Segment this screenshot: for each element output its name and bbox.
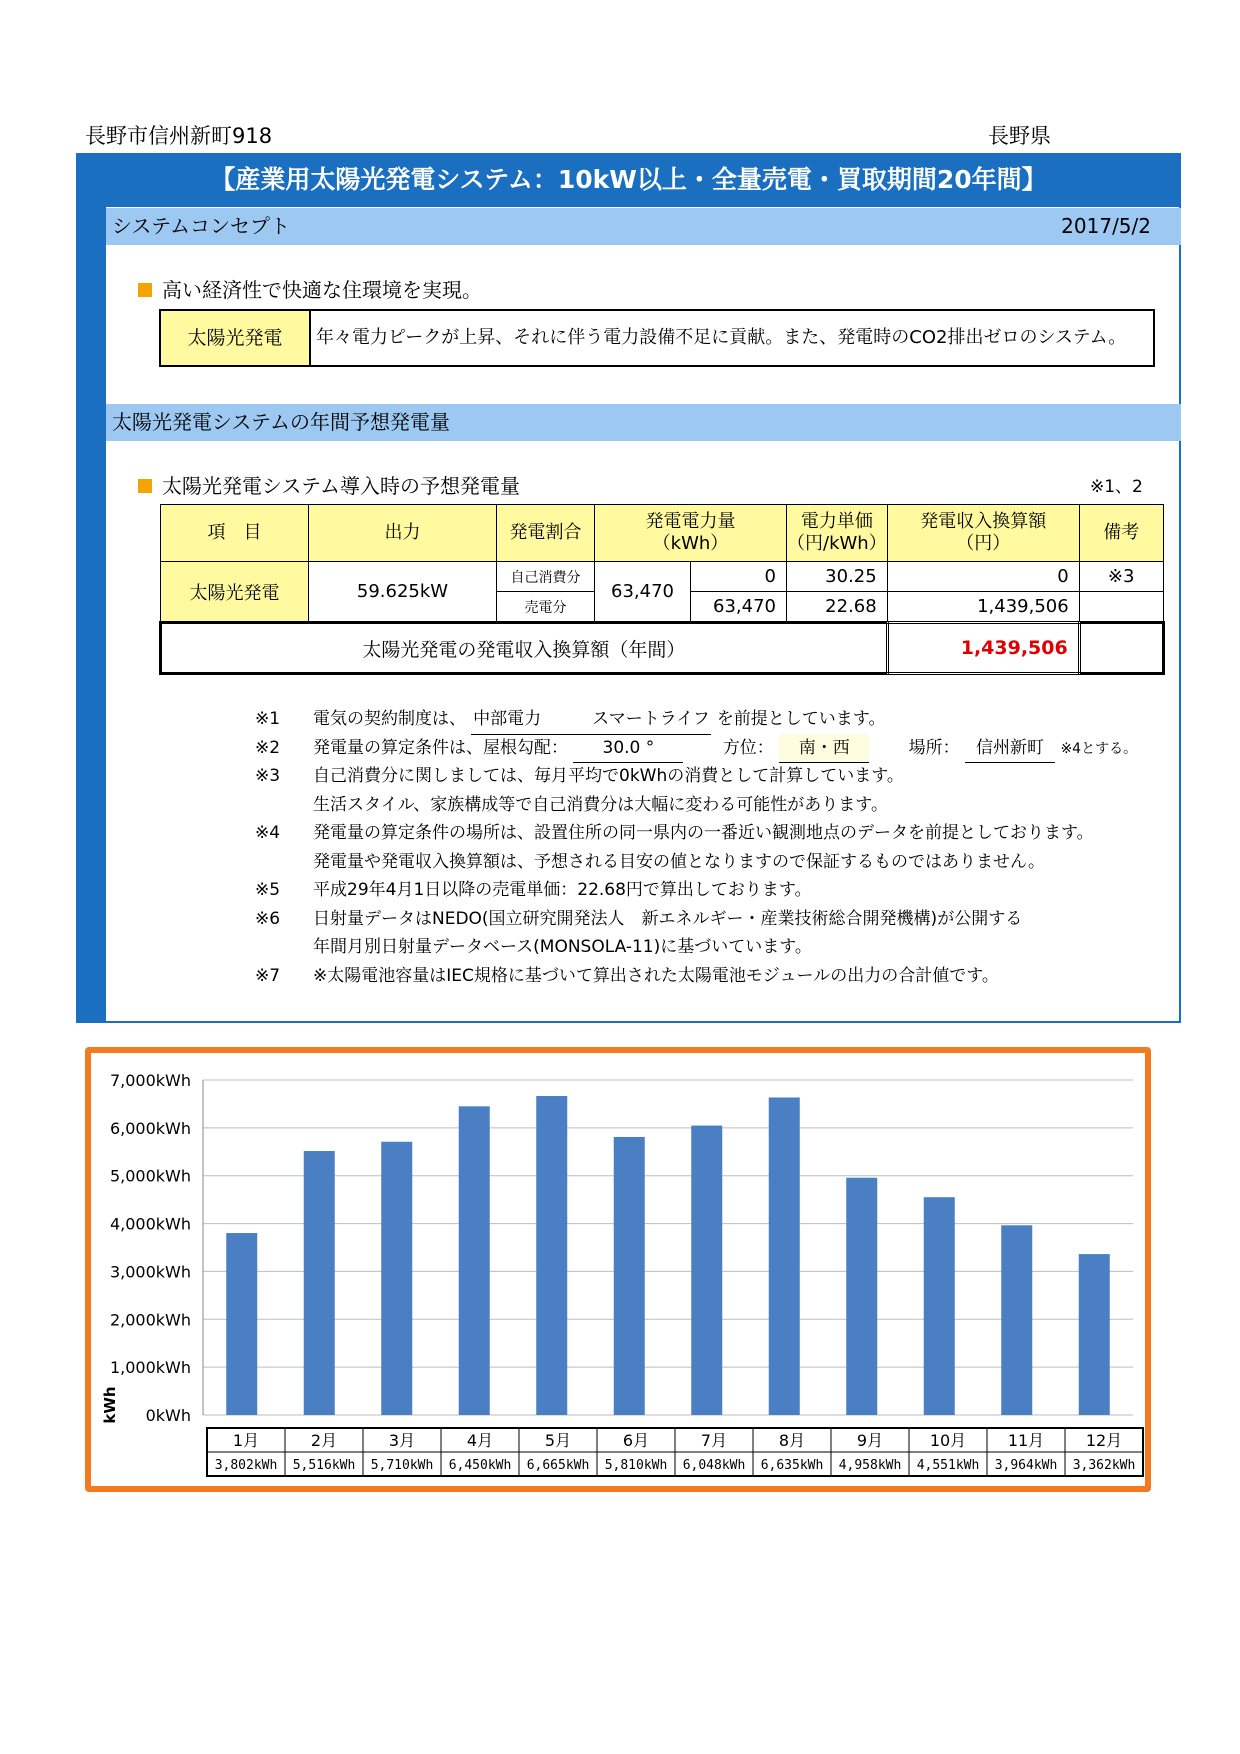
total-remark	[1079, 623, 1163, 674]
self-price: 30.25	[787, 562, 888, 592]
data-label: 6,450kWh	[448, 1458, 512, 1473]
bar	[614, 1137, 645, 1415]
note-text	[313, 705, 885, 735]
data-label: 4,551kWh	[916, 1458, 980, 1473]
bar	[769, 1097, 800, 1415]
note-7-line1: ※太陽電池容量はIEC規格に基づいて算出された太陽電池モジュールの出力の合計値です。	[313, 965, 999, 986]
data-label: 6,635kWh	[760, 1458, 824, 1473]
bar	[846, 1178, 877, 1415]
y-tick-label: 5,000kWh	[109, 1166, 191, 1186]
x-tick-label: 7月	[700, 1431, 728, 1450]
x-tick-label: 8月	[778, 1431, 806, 1450]
x-tick-label: 12月	[1085, 1431, 1123, 1450]
bar	[691, 1126, 722, 1415]
bar	[304, 1151, 335, 1415]
th-income-unit: （円）	[956, 533, 1011, 554]
note-1-company: 中部電力	[473, 709, 542, 729]
note-4-line2: 発電量や発電収入換算額は、予想される目安の値となりますので保証するものではありません。	[313, 851, 1046, 872]
note-mark: ※2	[255, 737, 281, 758]
estimate-note-ref: ※1、2	[1090, 477, 1143, 497]
estimate-bullet-text: 太陽光発電システム導入時の予想発電量	[162, 474, 520, 498]
bar	[1079, 1254, 1110, 1415]
bar	[536, 1096, 567, 1415]
th-output: 出力	[309, 505, 497, 562]
bullet-square-icon	[138, 283, 152, 297]
section-estimate-title: 太陽光発電システムの年間予想発電量	[112, 410, 450, 434]
note-6-line1: 日射量データはNEDO(国立研究開発法人 新エネルギー・産業技術総合開発機構)が公開する	[313, 908, 1023, 929]
sell-income: 1,439,506	[887, 592, 1079, 623]
note-4-line1: 発電量の算定条件の場所は、設置住所の同一県内の一番近い観測地点のデータを前提としております。	[313, 823, 1094, 843]
page-title: 【産業用太陽光発電システム：10kW以上・全量売電・買取期間20年間】	[76, 153, 1181, 207]
th-amount-unit: （kWh）	[652, 533, 729, 554]
x-tick-label: 1月	[232, 1431, 260, 1450]
data-label: 3,362kWh	[1072, 1458, 1136, 1473]
self-income: 0	[887, 562, 1079, 592]
data-label: 6,665kWh	[526, 1458, 590, 1473]
address: 長野市信州新町918	[85, 124, 273, 148]
concept-bullet-line	[138, 274, 482, 303]
th-price-unit: （円/kWh）	[787, 533, 887, 554]
data-label: 6,048kWh	[682, 1458, 746, 1473]
th-remarks: 備考	[1079, 505, 1163, 562]
note-2-pre: 発電量の算定条件は、屋根勾配：	[313, 737, 568, 758]
table-row-self	[161, 562, 1164, 592]
data-label: 3,964kWh	[994, 1458, 1058, 1473]
estimate-bullet-line	[138, 470, 520, 499]
sell-remark	[1079, 592, 1163, 623]
note-mark: ※5	[255, 880, 281, 900]
x-tick-label: 10月	[929, 1431, 967, 1450]
output-value: 59.625kW	[309, 562, 497, 623]
note-2-direction: 南・西	[779, 734, 869, 764]
sell-kwh: 63,470	[691, 592, 787, 623]
y-tick-label: 6,000kWh	[109, 1118, 191, 1138]
section-estimate-header	[106, 404, 1181, 441]
th-item: 項 目	[161, 505, 309, 562]
x-tick-label: 3月	[388, 1431, 416, 1450]
bar	[459, 1106, 490, 1415]
y-tick-label: 0kWh	[145, 1406, 191, 1425]
monthly-generation-chart	[91, 1053, 1145, 1486]
note-mark: ※3	[255, 766, 281, 786]
x-tick-label: 11月	[1007, 1431, 1045, 1450]
note-2-place: 信州新町	[965, 734, 1055, 764]
estimate-table	[159, 504, 1165, 675]
note-mark: ※7	[255, 965, 281, 986]
x-tick-label: 6月	[622, 1431, 650, 1450]
note-1-plan: スマートライフ	[592, 709, 710, 729]
note-6-line2: 年間月別日射量データベース(MONSOLA-11)に基づいています。	[313, 937, 812, 957]
total-value: 1,439,506	[887, 623, 1079, 674]
x-tick-label: 5月	[544, 1431, 572, 1450]
chart-frame	[85, 1047, 1151, 1492]
note-mark: ※6	[255, 908, 281, 929]
concept-bullet-text: 高い経済性で快適な住環境を実現。	[162, 278, 482, 302]
bar	[226, 1233, 257, 1415]
concept-box	[159, 309, 1155, 367]
data-label: 5,810kWh	[604, 1458, 668, 1473]
data-label: 5,710kWh	[370, 1458, 434, 1473]
note-3-line1: 自己消費分に関しましては、毎月平均で0kWhの消費として計算しています。	[313, 766, 904, 786]
note-2-place-label: 場所：	[908, 737, 960, 758]
table-total-row	[161, 623, 1164, 674]
note-2-dir-label: 方位：	[722, 737, 774, 758]
note-1-pre: 電気の契約制度は、	[313, 709, 466, 729]
data-label: 4,958kWh	[838, 1458, 902, 1473]
th-amount	[595, 505, 787, 562]
row-label: 太陽光発電	[161, 562, 309, 623]
note-1-post: を前提としています。	[716, 709, 886, 729]
y-axis-label: kWh	[101, 1386, 119, 1424]
section-concept-header	[106, 208, 1181, 245]
bar	[381, 1142, 412, 1415]
self-consumption-label: 自己消費分	[497, 562, 595, 592]
total-kwh: 63,470	[595, 562, 691, 623]
y-tick-label: 1,000kWh	[109, 1358, 191, 1378]
bar	[1001, 1225, 1032, 1415]
panel-left-bar	[76, 153, 106, 1023]
x-tick-label: 4月	[466, 1431, 494, 1450]
th-income	[887, 505, 1079, 562]
document-date: 2017/5/2	[1061, 214, 1151, 238]
note-2-slope: 30.0 °	[573, 734, 683, 764]
note-3-line2: 生活スタイル、家族構成等で自己消費分は大幅に変わる可能性があります。	[313, 794, 888, 815]
note-1-contract	[471, 705, 711, 735]
th-price	[787, 505, 888, 562]
th-income-label: 発電収入換算額	[920, 511, 1047, 532]
th-amount-label: 発電電力量	[645, 511, 736, 532]
sell-label: 売電分	[497, 592, 595, 623]
th-price-label: 電力単価	[800, 511, 873, 532]
x-tick-label: 9月	[856, 1431, 884, 1450]
data-label: 5,516kWh	[292, 1458, 356, 1473]
bar	[924, 1197, 955, 1415]
y-tick-label: 7,000kWh	[109, 1071, 191, 1090]
total-label: 太陽光発電の発電収入換算額（年間）	[161, 623, 888, 674]
note-5-line1: 平成29年4月1日以降の売電単価：22.68円で算出しております。	[313, 880, 812, 900]
concept-label: 太陽光発電	[161, 311, 311, 365]
bullet-square-icon	[138, 479, 152, 493]
note-mark: ※1	[255, 709, 281, 729]
note-2-post: ※4とする。	[1060, 740, 1138, 757]
th-ratio: 発電割合	[497, 505, 595, 562]
concept-text: 年々電力ピークが上昇、それに伴う電力設備不足に貢献。また、発電時のCO2排出ゼロのシステム。	[316, 327, 1127, 348]
prefecture: 長野県	[988, 124, 1051, 148]
section-concept-title: システムコンセプト	[112, 214, 290, 238]
x-tick-label: 2月	[310, 1431, 338, 1450]
y-tick-label: 3,000kWh	[109, 1262, 191, 1282]
table-header-row	[161, 505, 1164, 562]
self-kwh: 0	[691, 562, 787, 592]
data-label: 3,802kWh	[214, 1458, 278, 1473]
sell-price: 22.68	[787, 592, 888, 623]
note-mark: ※4	[255, 823, 281, 843]
self-remark: ※3	[1079, 562, 1163, 592]
note-text	[313, 734, 1137, 764]
y-tick-label: 4,000kWh	[109, 1214, 191, 1234]
y-tick-label: 2,000kWh	[109, 1310, 191, 1330]
